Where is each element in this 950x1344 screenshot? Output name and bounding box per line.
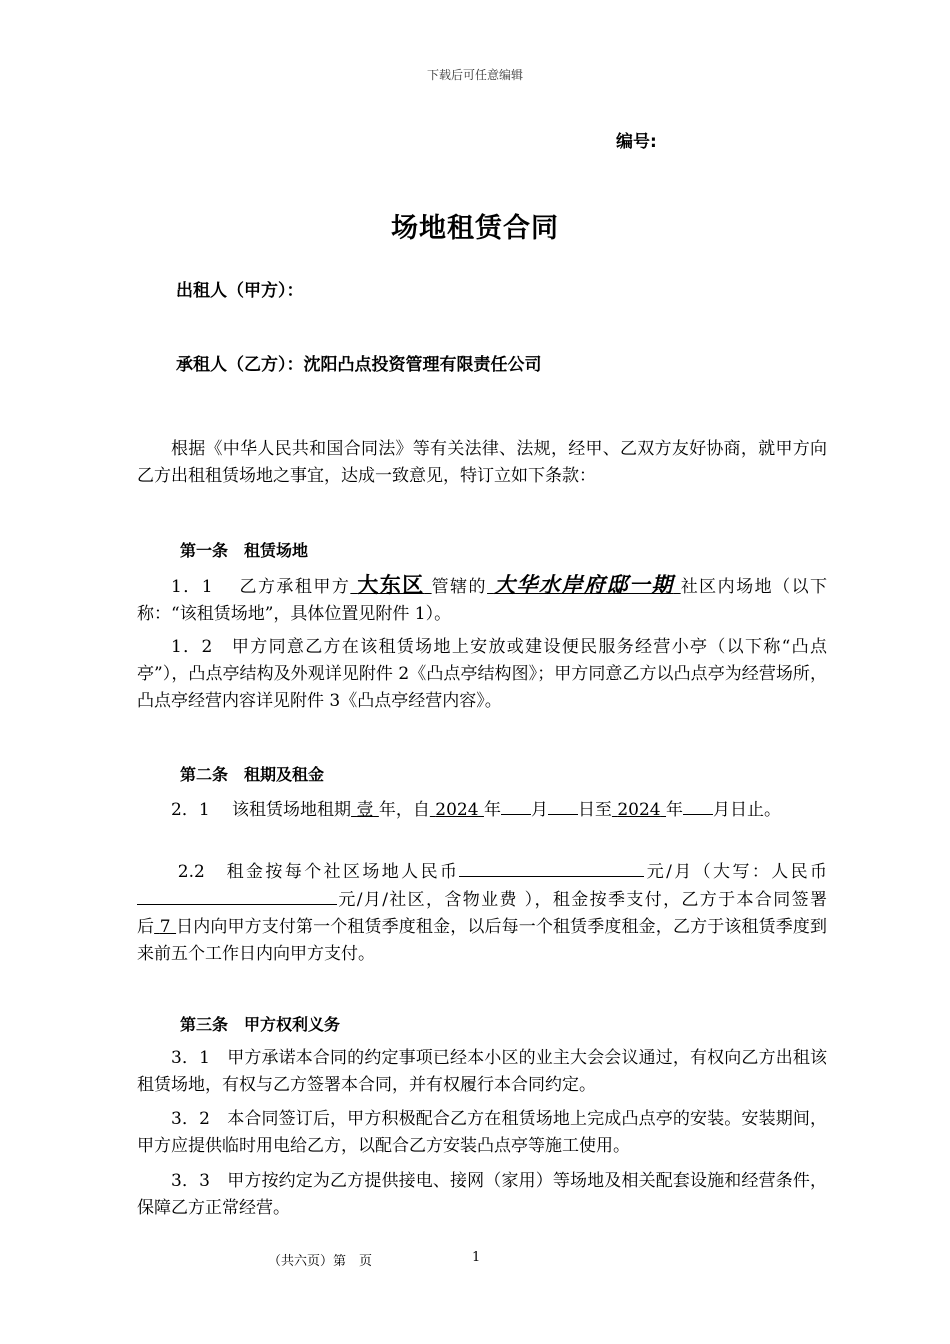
term-value <box>351 800 379 820</box>
article-3-title: 第三条 甲方权利义务 <box>180 1015 341 1034</box>
community-value: 大华水岸府邸一期 <box>493 573 674 597</box>
document-title: 场地租赁合同 <box>391 213 559 244</box>
start-month-blank <box>501 796 531 815</box>
clause-3-3: 3．3 甲方按约定为乙方提供接电、接网（家用）等场地及相关配套设施和经营条件，保障乙方正常经营。 <box>137 1171 827 1218</box>
clause-2-2-text-d: 日内向甲方支付第一个租赁季度租金，以后每一个租赁季度租金，乙方于该租赁季度到来前五个工作日内向甲方支付。 <box>137 917 828 964</box>
clause-2-1-text-f: 年 <box>666 800 684 820</box>
community-field <box>487 573 681 597</box>
clause-2-1-text-g: 月日止。 <box>713 800 782 820</box>
clause-1-1-number: 1．1 <box>171 577 213 597</box>
contract-number-label: 编号: <box>616 132 657 152</box>
clause-2-1-text-d: 月 <box>530 800 548 820</box>
clause-1-1-text-b: 管辖的 <box>431 577 488 597</box>
preamble-paragraph: 根据《中华人民共和国合同法》等有关法律、法规，经甲、乙双方友好协商，就甲方向乙方出租租赁场地之事宜，达成一致意见，特订立如下条款： <box>137 439 827 486</box>
clause-1-1-text-a: 乙方承租甲方 <box>239 577 351 597</box>
start-year-field <box>430 800 484 820</box>
start-day-blank <box>548 796 578 815</box>
district-value: 大东区 <box>357 573 425 597</box>
clause-2-1 <box>137 796 827 824</box>
page-count: （共六页）第 页 <box>268 1254 373 1269</box>
district-field <box>350 573 431 597</box>
end-year-value: 2024 <box>617 800 661 820</box>
clause-2-1-text-a: 该租赁场地租期 <box>232 800 352 820</box>
lessor-line: 出租人（甲方）： <box>176 281 304 301</box>
page-number: 1 <box>472 1250 481 1265</box>
clause-1-2: 1．2 甲方同意乙方在该租赁场地上安放或建设便民服务经营小亭（以下称“凸点亭”），凸点亭结构及外观详见附件 2《凸点亭结构图》；甲方同意乙方以凸点亭为经营场所，凸点亭经营内容详见附件 3《凸点亭经营内容》。 <box>137 637 827 711</box>
clause-2-2-number: 2.2 <box>177 862 205 882</box>
clause-3-2: 3．2 本合同签订后，甲方积极配合乙方在租赁场地上完成凸点亭的安装。安装期间，甲方应提供临时用电给乙方，以配合乙方安装凸点亭等施工使用。 <box>137 1109 827 1156</box>
clause-3-1: 3．1 甲方承诺本合同的约定事项已经本小区的业主大会会议通过，有权向乙方出租该租赁场地，有权与乙方签署本合同，并有权履行本合同约定。 <box>137 1048 827 1095</box>
article-1-title: 第一条 租赁场地 <box>180 541 309 560</box>
end-month-blank <box>683 796 713 815</box>
clause-2-1-text-c: 年 <box>483 800 501 820</box>
payment-days-value: 7 <box>159 917 171 937</box>
clause-2-2 <box>137 858 827 968</box>
clause-2-2-text-c: 元/月/社区，含物业费 ），租金按季支付，乙方于本合同签署后 <box>137 890 827 937</box>
clause-2-1-number: 2．1 <box>171 800 210 820</box>
payment-days-field <box>154 917 176 937</box>
clause-1-1 <box>137 572 827 628</box>
monthly-rent-blank <box>459 858 644 877</box>
lessee-line: 承租人（乙方）：沈阳凸点投资管理有限责任公司 <box>176 355 542 375</box>
clause-2-2-text-b: 元/月（大写：人民币 <box>644 862 828 882</box>
term-years: 壹 <box>356 800 374 820</box>
rent-in-words-blank <box>137 886 337 905</box>
article-2-title: 第二条 租期及租金 <box>180 765 325 784</box>
clause-2-1-text-b: 年，自 <box>378 800 430 820</box>
start-year-value: 2024 <box>435 800 479 820</box>
header-note: 下载后可任意编辑 <box>426 68 523 82</box>
clause-1-1-text-c: 社区内场地（以下称：“该租赁场地”，具体位置见附件 1）。 <box>137 577 828 624</box>
clause-2-2-text-a: 租金按每个社区场地人民币 <box>226 862 460 882</box>
end-year-field <box>612 800 666 820</box>
clause-2-1-text-e: 日至 <box>577 800 612 820</box>
